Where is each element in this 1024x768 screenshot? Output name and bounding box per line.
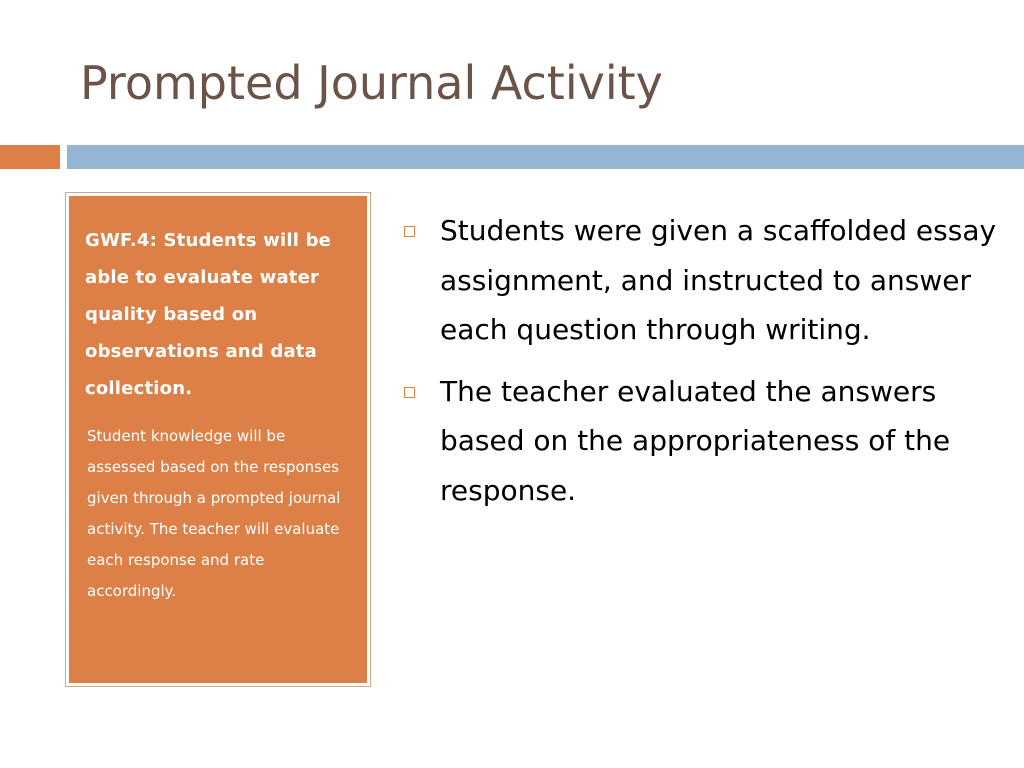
bullet-text: The teacher evaluated the answers based on the appropriateness of the response. bbox=[440, 374, 951, 507]
callout-heading: GWF.4: Students will be able to evaluate water quality based on observations and data collection. bbox=[85, 230, 332, 399]
bullet-text: Students were given a scaffolded essay assignment, and instructed to answer each question through writing. bbox=[440, 214, 997, 346]
accent-bar-orange bbox=[0, 145, 60, 169]
bullet-list bbox=[404, 206, 1004, 527]
callout-body: Student knowledge will be assessed based on the responses given through a prompted journal activity. The teacher will evaluate each response and rate accordingly. bbox=[87, 427, 341, 600]
bullet-item bbox=[404, 367, 1004, 516]
bullet-item bbox=[404, 206, 1004, 355]
slide-title: Prompted Journal Activity bbox=[80, 56, 663, 110]
hollow-square-bullet-icon bbox=[404, 387, 415, 398]
objective-callout-box bbox=[66, 193, 370, 686]
hollow-square-bullet-icon bbox=[404, 226, 415, 237]
accent-bar-blue bbox=[67, 145, 1024, 169]
